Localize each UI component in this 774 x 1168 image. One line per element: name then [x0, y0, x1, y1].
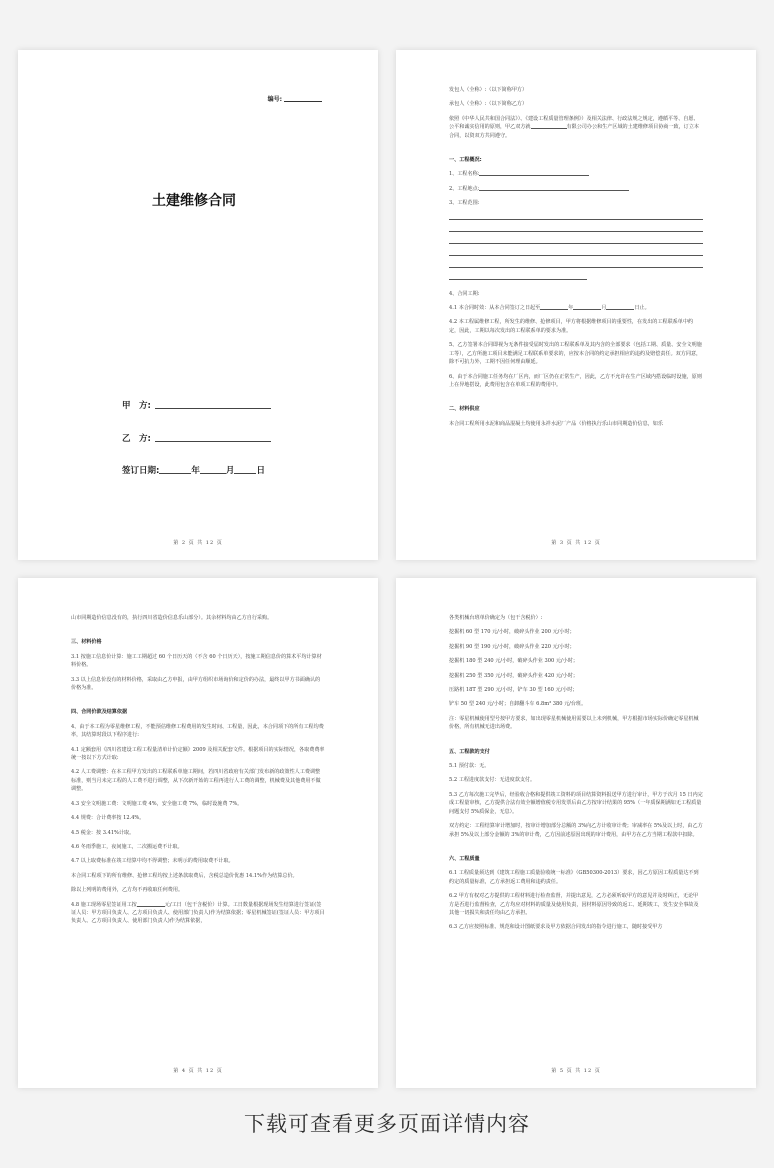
text: 依照《中华人民共和国合同法》）、《建设工程质量管理条例》）及相关法律、行政法规之规定，遵循平等、自愿、公平和诚实信用的原则，甲乙双方就 — [449, 115, 699, 131]
section-heading: 二、材料供应 — [449, 406, 480, 413]
paragraph: 发包人（全称）:（以下简称甲方） — [449, 87, 528, 93]
section-heading: 六、工程质量 — [449, 855, 480, 862]
paragraph: 6.3 乙方应按照标准、规范和设计图纸要求及甲方依据合同发出的指令进行施工，随时接受甲方 — [449, 924, 663, 931]
paragraph: 6、由于本合同施工任务均在厂区内，而厂区仍在正常生产，因此，乙方不允许在生产区域内搭设临时设施，原则上在异地搭设，此费用包含在单项工程的费用中。 — [449, 373, 702, 388]
paragraph: 3.3 以上信息价没有的材料价格，采取由乙方申报，由甲方组织市场询价和定价的办法，最终以甲方书面确认的价格为准。 — [71, 676, 321, 692]
blank[interactable] — [540, 309, 568, 310]
page-5 — [396, 578, 756, 1088]
section-heading: 四、合同价款及结算依据 — [71, 709, 128, 716]
paragraph: 5.1 预付款：无。 — [449, 763, 490, 770]
party-b-label: 乙 方: — [122, 434, 151, 444]
scope-blank[interactable] — [449, 267, 703, 268]
sign-date-label: 签订日期: — [122, 466, 160, 476]
paragraph: 5、乙方签署本合同即视为无条件接受届时发出的工程联系单及其内含的全部要求（包括工期、质量、安全文明施工等），乙方所施工项目未能满足工程联系单要求的，应按本合同的约定承担相应的违约及赔偿责任。双方同意，除不可抗力外，工期不因任何理由顺延。 — [449, 342, 702, 366]
paragraph: 山市同期造价信息没有的，执行四川省造价信息乐山部分）。其余材料均由乙方自行采购。 — [71, 615, 273, 621]
blank[interactable] — [606, 309, 634, 310]
sign-day-blank[interactable] — [234, 473, 256, 474]
text: 元/工日（包干含税价）计算。工日数量根据现场发生结算进行签证(签证人员：甲方项目负责人、乙方项目负责人、使用部门负责人)作为结算依据；零星机械签证(签证人员：甲方项目负责人、乙方项目负责人、使用部门负责人)作为结算依据， — [71, 901, 325, 925]
paragraph — [449, 170, 703, 178]
sign-date-line — [122, 464, 265, 476]
code-blank[interactable] — [284, 101, 322, 102]
paragraph — [449, 185, 703, 193]
page-title: 土建维修合同 — [152, 193, 236, 209]
list-item: 压路机 18T 型 290 元/小时，铲车 30 型 160 元/小时； — [449, 687, 578, 694]
day-label: 日 — [256, 466, 265, 476]
paragraph: 除以上列明的费用外，乙方均不再收取任何费用。 — [71, 887, 184, 894]
paragraph: 5.3 乙方每次施工完毕后，经验收合格和提供竣工资料的项目结算资料报送甲方进行审计，甲方于次月 15 日内完成工程量审核，乙方提供合法有效全额增值税专用发票后由乙方按审计结果的 95%（一年质保期满如无工程质量问题支付 5%质保金，无息）。 — [449, 791, 703, 815]
party-a-line — [122, 399, 271, 411]
sign-month-blank[interactable] — [200, 473, 226, 474]
text: 2、工程地点: — [449, 185, 480, 192]
text: 1、工程名称: — [449, 171, 480, 178]
download-more-link[interactable]: 下载可查看更多页面详情内容 — [244, 1112, 530, 1136]
list-item: 铲车 50 型 240 元/小时；自卸翻斗车 6.8m³ 380 元/台班。 — [449, 701, 587, 708]
paragraph — [449, 115, 703, 140]
page-number: 第 2 页 共 12 页 — [173, 540, 223, 546]
paragraph: 各类机械台班单价确定为（包干含税价）: — [449, 615, 543, 621]
scope-blank[interactable] — [449, 231, 703, 232]
party-b-line — [122, 432, 271, 444]
code-label: 编号: — [267, 96, 282, 103]
wage-blank[interactable] — [137, 906, 165, 907]
section-heading: 五、工程款的支付 — [449, 748, 490, 755]
section-heading: 一、工程概况: — [449, 157, 482, 164]
paragraph: 3、工程范围: — [449, 200, 480, 207]
project-location-blank[interactable] — [479, 190, 629, 191]
text: 有限公司办公和生产区域的土建维修项目协商一致，订立本合同，以资双方共同遵守。 — [449, 124, 699, 139]
text: 日止。 — [634, 305, 650, 312]
paragraph: 本合同工程所用水泥和商品混凝土均使用永祥水泥厂产品（价格执行乐山市同期造价信息，如乐 — [449, 420, 663, 427]
paragraph: 4、由于本工程为零星维修工程，不能预估维修工程费用的发生时间、工程量，因此，本合同项下的所有工程均费率，其结算时段以下程序进行: — [71, 723, 324, 739]
list-item: 挖掘机 60 型 170 元/小时，破碎头作业 200 元/小时； — [449, 629, 575, 636]
paragraph: 4.6 冬雨季施工，夜间施工，二次搬运费不计取。 — [71, 843, 183, 850]
page-4 — [18, 578, 378, 1088]
project-name-blank[interactable] — [479, 175, 589, 176]
paragraph: 4.2 本工程属维修工程，所发生的维修、抢修项目，甲方将根据维修项目的重要性，在发出的工程联系单中约定，因此，工期以每次发出的工程联系单的要求为准。 — [449, 319, 694, 334]
page-number: 第 4 页 共 12 页 — [173, 1068, 223, 1074]
scope-blank[interactable] — [449, 219, 703, 220]
page-body — [71, 614, 325, 932]
party-a-label: 甲 方: — [122, 401, 151, 411]
page-body — [449, 614, 703, 938]
paragraph: 4.1 定额套用《四川省建设工程工程量清单计价定额》2009 及相关配套文件。根据项目的实际情况，各取费费率统一按以下方式计取: — [71, 746, 325, 762]
sign-year-blank[interactable] — [159, 473, 191, 474]
paragraph — [449, 304, 703, 312]
blank[interactable] — [573, 309, 601, 310]
paragraph: 双方约定：工程结算审计增加时，按审计增加部分总额的 3%向乙方计收审计费；审减率在 5%及以上时，由乙方承担 5%及以上部分金额的 3%的审计费，乙方因前述原因出现的审计费用，由甲方在乙方当期工程款中扣除。 — [449, 823, 703, 838]
page-cover — [18, 50, 378, 560]
list-item: 挖掘机 180 型 240 元/小时，破碎头作业 300 元/小时； — [449, 658, 578, 665]
paragraph: 注：零星机械使用型号按甲方要求，如出现零星机械使用需要以上未列机械，甲方根据市场实际价确定零星机械价格，所有机械无进出场费。 — [449, 715, 699, 731]
paragraph: 4.3 安全文明施工费：文明施工费 4%，安全施工费 7%，临时设施费 7%。 — [71, 800, 243, 807]
year-label: 年 — [191, 466, 200, 476]
month-label: 月 — [225, 466, 235, 476]
list-item: 挖掘机 90 型 190 元/小时，破碎头作业 220 元/小时； — [449, 643, 575, 650]
party-a-blank[interactable] — [155, 408, 271, 409]
paragraph: 4.7 以上取费标准在竣工结算中均不得调整；未明示的费用取费不计取。 — [71, 858, 234, 865]
paragraph: 本合同工程项下的所有维修、抢修工程均按上述条款取费后，含税总造价优惠 14.1%作为结算总价。 — [71, 872, 298, 879]
party-b-blank[interactable] — [155, 441, 271, 442]
scope-blank[interactable] — [449, 243, 703, 244]
paragraph: 6.1 工程质量须达到《建筑工程施工质量验收统一标准》（GB50300-2013）要求，因乙方原因工程质量达不到约定的质量标准，乙方承担返工费用和违约责任。 — [449, 870, 699, 885]
list-item: 挖掘机 250 型 350 元/小时，破碎头作业 420 元/小时； — [449, 672, 578, 679]
text: 4.8 施工现场零星签证用工按 — [71, 901, 137, 908]
paragraph: 4.2 人工费调整：在本工程甲方发出的工程联系单施工期间，若四川省政府有关部门发布新的政策性人工费调整标准，则当月未完工程的人工费不进行调整，从下次新开始的工程再进行人工费的调整，机械费及其他费用不做调整。 — [71, 769, 321, 793]
page-number: 第 5 页 共 12 页 — [551, 1068, 601, 1074]
contract-number — [268, 94, 322, 103]
text: 月 — [601, 305, 607, 312]
paragraph: 4.4 规费：合计费率按 12.4%。 — [71, 815, 145, 822]
page-body — [449, 86, 703, 434]
paragraph: 5.2 工程进度款支付：无进度款支付。 — [449, 777, 536, 784]
scope-blank[interactable] — [449, 279, 587, 280]
scope-blank[interactable] — [449, 255, 703, 256]
paragraph: 4、合同工期: — [449, 290, 480, 297]
text: 年 — [568, 305, 574, 312]
paragraph — [71, 901, 325, 926]
paragraph: 4.5 税金：按 3.41%计取。 — [71, 829, 135, 836]
paragraph: 3.1 按施工信息价计算：施工工期超过 60 个日历天的（不含 60 个日历天），按施工期信息价的算术平均计算材料价格。 — [71, 653, 322, 669]
page-number: 第 3 页 共 12 页 — [551, 540, 601, 546]
company-blank[interactable] — [531, 128, 567, 129]
page-3 — [396, 50, 756, 560]
paragraph: 承包人（全称）:（以下简称乙方） — [449, 101, 528, 108]
section-heading: 三、材料价格 — [71, 639, 102, 646]
paragraph: 6.2 甲方有权对乙方提供的工程材料进行检查监督，并提出意见，乙方必须听取甲方的意见并及时纠正，无论甲方是否进行监督检查，乙方均应对材料的质量及使用负责，因材料原因导致的返工、延期竣工，发生安全事故及其他一切损失和责任均由乙方承担。 — [449, 893, 699, 916]
text: 4.1 本合同时效：从本合同签订之日起至 — [449, 305, 541, 312]
